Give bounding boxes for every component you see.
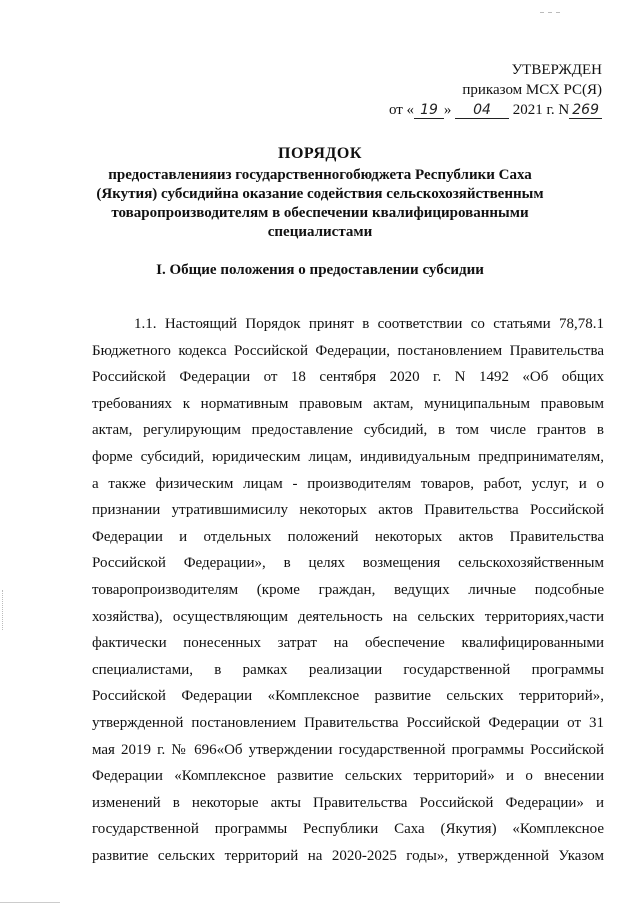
body-paragraph	[92, 311, 604, 869]
document-subtitle: предоставленияиз государственногобюджета Республики Саха (Якутия) субсидийна оказание содействия сельскохозяйственным товаропроизводителям в обеспечении квалифицированными специалистами	[96, 167, 544, 240]
body-line: государственной программы Республики Саха (Якутия) «Комплексное	[92, 821, 604, 838]
body-line: специалистами, в рамках реализации государственной программы	[92, 661, 604, 678]
body-line: Бюджетного кодекса Российской Федерации, постановлением Правительства	[92, 342, 604, 359]
body-line: Российской Федерации «Комплексное развитие сельских территорий»,	[92, 688, 604, 705]
approval-approved: УТВЕРЖДЕН	[511, 62, 602, 78]
approval-date-line	[389, 100, 602, 120]
approval-date-day: 19	[414, 102, 444, 119]
document-title: ПОРЯДОК	[278, 145, 362, 162]
approval-date-month: 04	[455, 102, 509, 119]
scan-artifact-left	[2, 590, 4, 630]
body-line: требованиях к нормативным правовым актам, муниципальным правовым	[92, 395, 604, 412]
scan-artifact-bottom	[0, 902, 60, 903]
section-heading: I. Общие положения о предоставлении субсидии	[156, 262, 484, 278]
body-line: изменений в некоторые акты Правительства Российской Федерации» и	[92, 794, 604, 811]
body-line: товаропроизводителям (кроме граждан, ведущих личные подсобные	[92, 581, 604, 598]
body-line: фактически понесенных затрат на обеспечение квалифицированными	[92, 635, 604, 652]
body-line: мая 2019 г. № 696«Об утверждении государственной программы Российской	[92, 741, 604, 758]
body-line: хозяйства), осуществляющим деятельность на сельских территориях,части	[92, 608, 604, 625]
scan-artifact-top	[540, 0, 580, 2]
body-line: Российской Федерации от 18 сентября 2020 г. N 1492 «Об общих	[92, 369, 604, 386]
body-line: а также физическим лицам - производителям товаров, работ, услуг, и о	[92, 475, 604, 492]
body-line: форме субсидий, юридическим лицам, индивидуальным предпринимателям,	[92, 448, 604, 465]
body-line: Федерации и отдельных положений некоторых актов Правительства	[92, 528, 604, 545]
approval-date-sep: »	[443, 102, 452, 118]
body-line: 1.1. Настоящий Порядок принят в соответствии со статьями 78,78.1	[134, 316, 604, 332]
approval-date-year: 2021 г. N	[512, 102, 570, 118]
approval-date-number: 269	[569, 102, 602, 119]
body-line: Российской Федерации», в целях возмещения сельскохозяйственным	[92, 555, 604, 572]
body-line: Федерации «Комплексное развитие сельских территорий» и о внесении	[92, 768, 604, 785]
approval-date-prefix: от «	[388, 102, 415, 118]
body-line: актам, регулирующим предоставление субсидий, в том числе грантов в	[92, 422, 604, 439]
body-line: утвержденной постановлением Правительства Российской Федерации от 31	[92, 714, 604, 731]
approval-order-by: приказом МСХ РС(Я)	[462, 82, 602, 98]
approval-stamp	[389, 60, 602, 120]
body-line: развитие сельских территорий на 2020-2025 годы», утвержденной Указом	[92, 847, 604, 864]
body-line: признании утратившимисилу некоторых актов Правительства Российской	[92, 502, 604, 519]
